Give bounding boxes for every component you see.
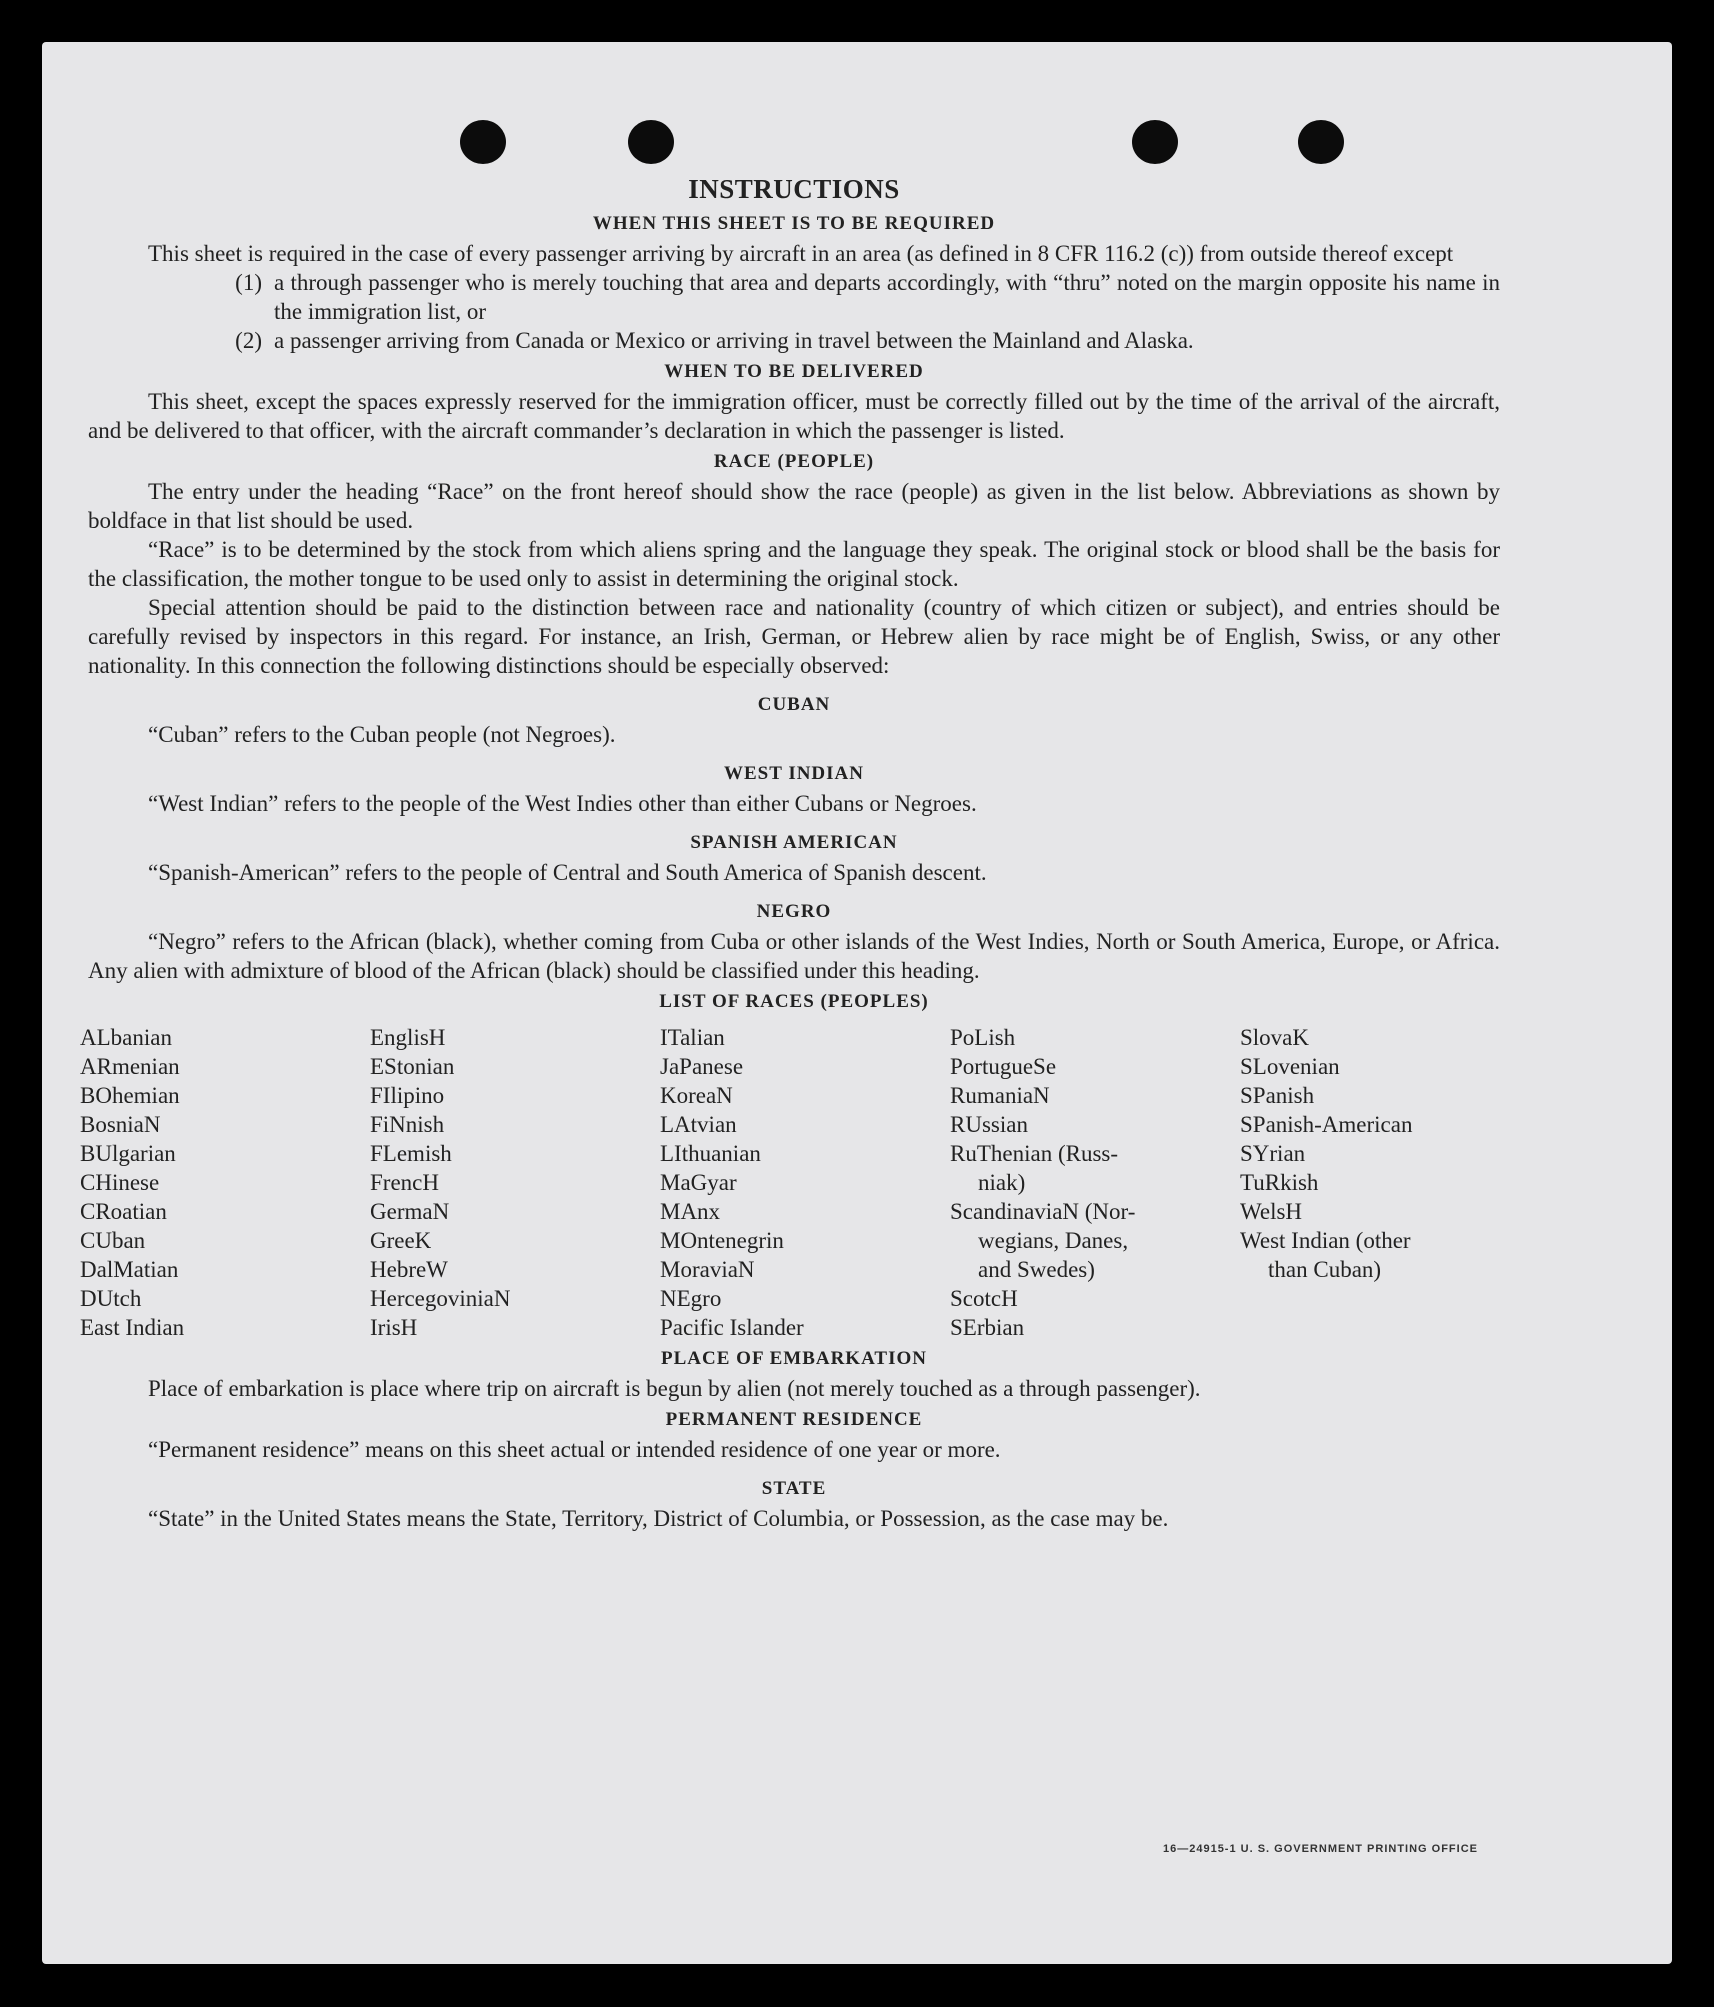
race-item: RumaniaN [950, 1083, 1050, 1108]
race-item: FiNnish [370, 1112, 445, 1137]
race-column [1240, 1023, 1530, 1342]
race-item: ITalian [660, 1025, 725, 1050]
race-item: RUssian [950, 1112, 1028, 1137]
race-item: LIthuanian [660, 1141, 761, 1166]
paragraph: “Spanish-American” refers to the people of Central and South America of Spanish descent. [148, 860, 987, 885]
race-item: BOhemian [80, 1083, 180, 1108]
paragraph: “Race” is to be determined by the stock from which aliens spring and the language they speak. The original stock or blood shall be the basis for the classification, the mother tongue to be used only to assist in determining the original stock. [88, 537, 1500, 591]
race-item: CHinese [80, 1170, 160, 1195]
race-item: than Cuban) [1268, 1257, 1382, 1282]
paragraph: “Negro” refers to the African (black), whether coming from Cuba or other islands of the West Indies, North or South America, Europe, or Africa. Any alien with admixture of blood of the African (black) should be classified under this heading. [88, 929, 1500, 983]
race-item: LAtvian [660, 1112, 737, 1137]
race-item: RuThenian (Russ- [950, 1141, 1119, 1166]
race-item: MoraviaN [660, 1257, 755, 1282]
race-item: FIlipino [370, 1083, 445, 1108]
race-item: KoreaN [660, 1083, 733, 1108]
race-item: MaGyar [660, 1170, 737, 1195]
race-item: SLovenian [1240, 1054, 1340, 1079]
race-column [660, 1023, 950, 1342]
race-list [80, 1023, 1500, 1342]
section-heading: WEST INDIAN [724, 763, 864, 784]
race-item: SYrian [1240, 1141, 1306, 1166]
section-heading: STATE [761, 1478, 827, 1499]
exception-number: (1) [235, 270, 262, 295]
paragraph: This sheet is required in the case of every passenger arriving by aircraft in an area (as defined in 8 CFR 116.2 (c)) from outside thereof except [148, 241, 1454, 266]
race-item: BosniaN [80, 1112, 161, 1137]
exception-number: (2) [235, 328, 262, 353]
section-heading: PERMANENT RESIDENCE [665, 1409, 923, 1430]
race-item: EnglisH [370, 1025, 446, 1050]
race-item: and Swedes) [978, 1257, 1095, 1282]
printer-imprint: 16—24915-1 U. S. GOVERNMENT PRINTING OFFICE [1162, 1843, 1478, 1855]
race-item: SErbian [950, 1315, 1025, 1340]
section-heading: RACE (PEOPLE) [713, 451, 875, 472]
race-item: ALbanian [80, 1025, 172, 1050]
exception-text: a passenger arriving from Canada or Mexico or arriving in travel between the Mainland and Alaska. [274, 328, 1194, 353]
paragraph: This sheet, except the spaces expressly reserved for the immigration officer, must be correctly filled out by the time of the arrival of the aircraft, and be delivered to that officer, with the aircraft commander’s declaration in which the passenger is listed. [88, 389, 1500, 443]
race-item: HercegoviniaN [370, 1286, 511, 1311]
race-item: MAnx [660, 1199, 721, 1224]
race-item: HebreW [370, 1257, 448, 1282]
race-item: ARmenian [80, 1054, 180, 1079]
punch-hole [1132, 120, 1178, 164]
race-item: MOntenegrin [660, 1228, 784, 1253]
race-item: WelsH [1240, 1199, 1303, 1224]
race-item: GermaN [370, 1199, 450, 1224]
race-item: SPanish-American [1240, 1112, 1413, 1137]
race-item: CRoatian [80, 1199, 167, 1224]
punch-hole [460, 120, 506, 164]
race-column [370, 1023, 660, 1342]
punch-hole [1298, 120, 1344, 164]
race-item: EStonian [370, 1054, 455, 1079]
punch-hole [628, 120, 674, 164]
section-heading: SPANISH AMERICAN [690, 832, 898, 853]
section-heading: PLACE OF EMBARKATION [661, 1348, 927, 1369]
race-item: PoLish [950, 1025, 1016, 1050]
exception-text: a through passenger who is merely touching that area and departs accordingly, with “thru” noted on the margin opposite his name in the immigration list, or [274, 270, 1500, 324]
race-item: BUlgarian [80, 1141, 176, 1166]
race-item: ScotcH [950, 1286, 1018, 1311]
race-item: West Indian (other [1240, 1228, 1411, 1253]
race-item: ScandinaviaN (Nor- [950, 1199, 1136, 1224]
race-item: FrencH [370, 1170, 439, 1195]
race-item: SlovaK [1240, 1025, 1309, 1050]
paragraph: Place of embarkation is place where trip on aircraft is begun by alien (not merely touched as a through passenger). [148, 1376, 1201, 1401]
race-item: CUban [80, 1228, 146, 1253]
race-item: Pacific Islander [660, 1315, 804, 1340]
section-heading: NEGRO [756, 901, 832, 922]
race-item: wegians, Danes, [978, 1228, 1129, 1253]
paragraph: “Cuban” refers to the Cuban people (not Negroes). [148, 722, 616, 747]
section-heading: WHEN THIS SHEET IS TO BE REQUIRED [592, 213, 996, 234]
paragraph: “West Indian” refers to the people of the West Indies other than either Cubans or Negroes. [148, 791, 977, 816]
race-column [80, 1023, 370, 1342]
race-item: niak) [978, 1170, 1026, 1195]
race-item: JaPanese [660, 1054, 744, 1079]
page-title: INSTRUCTIONS [688, 174, 900, 204]
section-heading: LIST OF RACES (PEOPLES) [659, 991, 929, 1012]
exception-item [88, 268, 1500, 326]
section-heading: CUBAN [757, 694, 831, 715]
race-item: DUtch [80, 1286, 142, 1311]
paragraph: Special attention should be paid to the distinction between race and nationality (country of which citizen or subject), and entries should be carefully revised by inspectors in this regard. For instance, an Irish, German, or Hebrew alien by race might be of English, Swiss, or any other nationality. In this connection the following distinctions should be especially observed: [88, 595, 1500, 678]
race-item: TuRkish [1240, 1170, 1319, 1195]
paragraph: “Permanent residence” means on this sheet actual or intended residence of one year or more. [148, 1437, 1001, 1462]
paragraph: The entry under the heading “Race” on the front hereof should show the race (people) as given in the list below. Abbreviations as shown by boldface in that list should be used. [88, 479, 1500, 533]
race-item: DalMatian [80, 1257, 179, 1282]
race-item: East Indian [80, 1315, 185, 1340]
section-heading: WHEN TO BE DELIVERED [664, 361, 924, 382]
race-item: IrisH [370, 1315, 418, 1340]
race-item: FLemish [370, 1141, 452, 1166]
race-item: NEgro [660, 1286, 722, 1311]
race-item: PortugueSe [950, 1054, 1057, 1079]
instructions-body [80, 174, 1500, 1533]
race-item: SPanish [1240, 1083, 1315, 1108]
exception-item [88, 326, 1500, 355]
race-column [950, 1023, 1240, 1342]
race-item: GreeK [370, 1228, 432, 1253]
paragraph: “State” in the United States means the State, Territory, District of Columbia, or Possession, as the case may be. [148, 1506, 1169, 1531]
